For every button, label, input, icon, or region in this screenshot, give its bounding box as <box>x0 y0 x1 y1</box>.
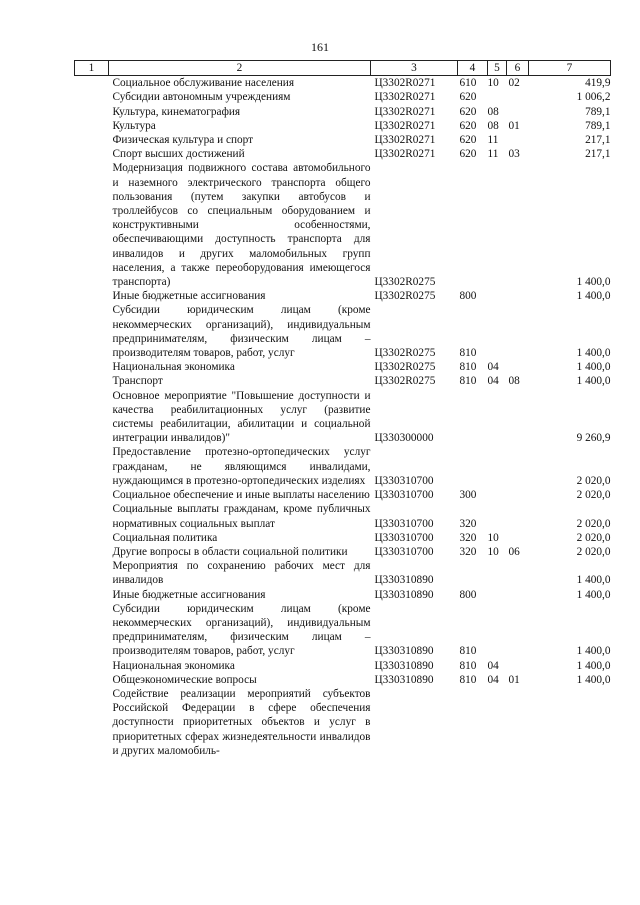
header-col-2: 2 <box>109 61 371 76</box>
expense-type-cell: 620 <box>459 134 477 147</box>
section-cell <box>488 90 507 104</box>
expense-type-cell <box>458 161 488 289</box>
table-row <box>75 687 611 758</box>
table-row <box>75 673 611 687</box>
table-row <box>75 147 611 161</box>
table-row <box>75 545 611 559</box>
amount-cell: 1 400,0 <box>576 659 611 672</box>
table-row <box>75 90 611 104</box>
target-article-cell: Ц330310890 <box>374 673 434 686</box>
table-row <box>75 360 611 374</box>
item-name-cell: Общеэкономические вопросы <box>112 673 257 686</box>
table-row <box>75 588 611 602</box>
subsection-cell <box>507 588 529 602</box>
row-number-cell <box>75 673 109 687</box>
expense-type-cell <box>458 445 488 488</box>
expense-type-cell: 810 <box>459 361 477 374</box>
row-number-cell <box>75 374 109 388</box>
table-row <box>75 559 611 587</box>
row-number-cell <box>75 105 109 119</box>
expense-type-cell: 620 <box>459 148 477 161</box>
expense-type-cell: 620 <box>459 105 477 118</box>
table-row <box>75 488 611 502</box>
section-cell: 04 <box>487 375 499 388</box>
item-name-cell: Социальное обслуживание населения <box>112 77 295 90</box>
subsection-cell <box>507 659 529 673</box>
amount-cell: 2 020,0 <box>576 474 611 487</box>
section-cell <box>488 488 507 502</box>
expense-type-cell: 810 <box>459 659 477 672</box>
target-article-cell: Ц330310890 <box>374 574 434 587</box>
amount-cell: 1 006,2 <box>576 91 611 104</box>
subsection-cell <box>507 445 529 488</box>
subsection-cell: 06 <box>508 545 520 558</box>
amount-cell: 1 400,0 <box>576 276 611 289</box>
amount-cell: 789,1 <box>585 105 611 118</box>
amount-cell: 419,9 <box>585 77 611 90</box>
section-cell <box>488 559 507 587</box>
target-article-cell: Ц3302R0271 <box>374 105 436 118</box>
section-cell: 08 <box>487 119 499 132</box>
target-article-cell: Ц330310890 <box>374 645 434 658</box>
expense-type-cell: 320 <box>459 517 477 530</box>
header-col-3: 3 <box>371 61 458 76</box>
target-article-cell: Ц330310890 <box>374 659 434 672</box>
subsection-cell: 01 <box>508 119 520 132</box>
subsection-cell <box>507 531 529 545</box>
subsection-cell <box>507 360 529 374</box>
table-row <box>75 531 611 545</box>
row-number-cell <box>75 502 109 530</box>
header-row <box>75 61 611 76</box>
header-col-6: 6 <box>507 61 529 76</box>
amount-cell: 217,1 <box>585 134 611 147</box>
subsection-cell <box>507 687 529 758</box>
section-cell <box>488 588 507 602</box>
row-number-cell <box>75 119 109 133</box>
header-col-7: 7 <box>529 61 611 76</box>
expense-type-cell: 810 <box>459 375 477 388</box>
amount-cell: 1 400,0 <box>576 361 611 374</box>
amount-cell: 1 400,0 <box>576 588 611 601</box>
amount-cell: 9 260,9 <box>576 432 611 445</box>
table-row <box>75 659 611 673</box>
expense-type-cell: 810 <box>459 645 477 658</box>
item-name-cell: Национальная экономика <box>112 361 235 374</box>
subsection-cell <box>507 161 529 289</box>
item-name-cell: Содействие реализации мероприятий субъектов Российской Федерации в сфере обеспечения доступности приоритетных объектов и услуг в приоритетных сферах жизнедеятельности инвалидов и других маломобиль- <box>112 687 371 757</box>
amount-cell: 1 400,0 <box>576 645 611 658</box>
row-number-cell <box>75 531 109 545</box>
section-cell: 11 <box>487 134 499 147</box>
section-cell: 10 <box>487 77 499 90</box>
target-article-cell: Ц3302R0275 <box>374 276 436 289</box>
row-number-cell <box>75 687 109 758</box>
amount-cell <box>529 687 611 758</box>
row-number-cell <box>75 289 109 303</box>
amount-cell: 1 400,0 <box>576 574 611 587</box>
subsection-cell: 02 <box>508 77 520 90</box>
row-number-cell <box>75 488 109 502</box>
item-name-cell: Спорт высших достижений <box>112 148 245 161</box>
target-article-cell: Ц3302R0271 <box>374 134 436 147</box>
row-number-cell <box>75 559 109 587</box>
row-number-cell <box>75 133 109 147</box>
target-article-cell: Ц3302R0275 <box>374 347 436 360</box>
page-number: 161 <box>311 40 329 54</box>
item-name-cell: Другие вопросы в области социальной политики <box>112 545 348 558</box>
amount-cell: 2 020,0 <box>576 489 611 502</box>
section-cell: 10 <box>487 531 499 544</box>
expense-type-cell <box>458 687 488 758</box>
amount-cell: 1 400,0 <box>576 673 611 686</box>
section-cell: 11 <box>487 148 499 161</box>
expense-type-cell: 320 <box>459 531 477 544</box>
item-name-cell: Социальные выплаты гражданам, кроме публичных нормативных социальных выплат <box>112 503 371 530</box>
item-name-cell: Предоставление протезно-ортопедических услуг гражданам, не являющимся инвалидами, нуждающимся в протезно-ортопедических изделиях <box>112 446 371 487</box>
target-article-cell: Ц330310700 <box>374 517 434 530</box>
item-name-cell: Культура, кинематография <box>112 105 241 118</box>
item-name-cell: Основное мероприятие "Повышение доступности и качества реабилитационных услуг (развитие системы реабилитации, абилитации и социальной интеграции инвалидов)" <box>112 389 371 445</box>
expense-type-cell <box>458 559 488 587</box>
subsection-cell <box>507 105 529 119</box>
subsection-cell <box>507 289 529 303</box>
subsection-cell <box>507 559 529 587</box>
item-name-cell: Социальное обеспечение и иные выплаты населению <box>112 489 370 502</box>
target-article-cell: Ц3302R0275 <box>374 290 436 303</box>
amount-cell: 2 020,0 <box>576 517 611 530</box>
subsection-cell <box>507 502 529 530</box>
table-row <box>75 76 611 91</box>
section-cell: 08 <box>487 105 499 118</box>
row-number-cell <box>75 545 109 559</box>
section-cell <box>488 502 507 530</box>
amount-cell: 217,1 <box>585 148 611 161</box>
section-cell: 10 <box>487 545 499 558</box>
subsection-cell: 01 <box>508 673 520 686</box>
header-col-4: 4 <box>458 61 488 76</box>
header-col-1: 1 <box>75 61 109 76</box>
table-row <box>75 303 611 360</box>
item-name-cell: Субсидии автономным учреждениям <box>112 91 291 104</box>
section-cell: 04 <box>487 659 499 672</box>
amount-cell: 789,1 <box>585 119 611 132</box>
section-cell <box>488 289 507 303</box>
expense-type-cell: 610 <box>459 77 477 90</box>
table-row <box>75 289 611 303</box>
table-row <box>75 602 611 659</box>
item-name-cell: Модернизация подвижного состава автомобильного и наземного электрического транспорта общего пользования (путем закупки автобусов и троллейбусов со специальным оборудованием и конструктивными особенностями, обеспечивающими доступность транспорта для инвалидов и других маломобильных групп населения, а также переоборудования имеющегося транспорта) <box>112 162 371 289</box>
item-name-cell: Иные бюджетные ассигнования <box>112 290 266 303</box>
item-name-cell: Национальная экономика <box>112 659 235 672</box>
table-row <box>75 105 611 119</box>
subsection-cell <box>507 602 529 659</box>
expense-type-cell: 620 <box>459 91 477 104</box>
expense-type-cell: 800 <box>459 290 477 303</box>
row-number-cell <box>75 389 109 446</box>
target-article-cell: Ц3302R0271 <box>374 119 436 132</box>
item-name-cell: Физическая культура и спорт <box>112 134 254 147</box>
target-article-cell: Ц330300000 <box>374 432 434 445</box>
row-number-cell <box>75 303 109 360</box>
item-name-cell: Иные бюджетные ассигнования <box>112 588 266 601</box>
section-cell <box>488 161 507 289</box>
amount-cell: 1 400,0 <box>576 347 611 360</box>
table-row <box>75 445 611 488</box>
target-article-cell: Ц3302R0275 <box>374 361 436 374</box>
table-row <box>75 502 611 530</box>
section-cell <box>488 602 507 659</box>
row-number-cell <box>75 588 109 602</box>
target-article-cell: Ц3302R0275 <box>374 375 436 388</box>
subsection-cell <box>507 389 529 446</box>
expense-type-cell: 810 <box>459 347 477 360</box>
amount-cell: 2 020,0 <box>576 545 611 558</box>
row-number-cell <box>75 602 109 659</box>
row-number-cell <box>75 90 109 104</box>
subsection-cell: 08 <box>508 375 520 388</box>
section-cell: 04 <box>487 673 499 686</box>
section-cell <box>488 445 507 488</box>
budget-table <box>74 60 611 758</box>
section-cell <box>488 389 507 446</box>
section-cell: 04 <box>487 361 499 374</box>
item-name-cell: Субсидии юридическим лицам (кроме некоммерческих организаций), индивидуальным предпринимателям, физическим лицам – производителям товаров, работ, услуг <box>112 602 371 658</box>
section-cell <box>488 687 507 758</box>
expense-type-cell: 300 <box>459 489 477 502</box>
table-body <box>75 76 611 758</box>
item-name-cell: Культура <box>112 119 156 132</box>
expense-type-cell: 620 <box>459 119 477 132</box>
item-name-cell: Транспорт <box>112 375 163 388</box>
expense-type-cell: 810 <box>459 673 477 686</box>
amount-cell: 1 400,0 <box>576 375 611 388</box>
target-article-cell: Ц330310700 <box>374 545 434 558</box>
target-article-cell: Ц330310700 <box>374 531 434 544</box>
table-row <box>75 119 611 133</box>
amount-cell: 1 400,0 <box>576 290 611 303</box>
target-article-cell: Ц330310700 <box>374 489 434 502</box>
target-article-cell: Ц3302R0271 <box>374 148 436 161</box>
table-row <box>75 133 611 147</box>
expense-type-cell: 800 <box>459 588 477 601</box>
row-number-cell <box>75 659 109 673</box>
table-row <box>75 161 611 289</box>
row-number-cell <box>75 445 109 488</box>
subsection-cell <box>507 133 529 147</box>
section-cell <box>488 303 507 360</box>
target-article-cell: Ц330310700 <box>374 474 434 487</box>
expense-type-cell: 320 <box>459 545 477 558</box>
subsection-cell: 03 <box>508 148 520 161</box>
target-article-cell: Ц330310890 <box>374 588 434 601</box>
item-name-cell: Социальная политика <box>112 531 218 544</box>
row-number-cell <box>75 147 109 161</box>
target-article-cell: Ц3302R0271 <box>374 77 436 90</box>
subsection-cell <box>507 488 529 502</box>
expense-type-cell <box>458 389 488 446</box>
header-col-5: 5 <box>488 61 507 76</box>
table-row <box>75 389 611 446</box>
row-number-cell <box>75 161 109 289</box>
item-name-cell: Субсидии юридическим лицам (кроме некоммерческих организаций), индивидуальным предпринимателям, физическим лицам – производителям товаров, работ, услуг <box>112 304 371 360</box>
row-number-cell <box>75 76 109 91</box>
subsection-cell <box>507 90 529 104</box>
item-name-cell: Мероприятия по сохранению рабочих мест для инвалидов <box>112 560 371 587</box>
table-row <box>75 374 611 388</box>
row-number-cell <box>75 360 109 374</box>
subsection-cell <box>507 303 529 360</box>
amount-cell: 2 020,0 <box>576 531 611 544</box>
target-article-cell: Ц3302R0271 <box>374 91 436 104</box>
target-article-cell <box>371 687 458 758</box>
